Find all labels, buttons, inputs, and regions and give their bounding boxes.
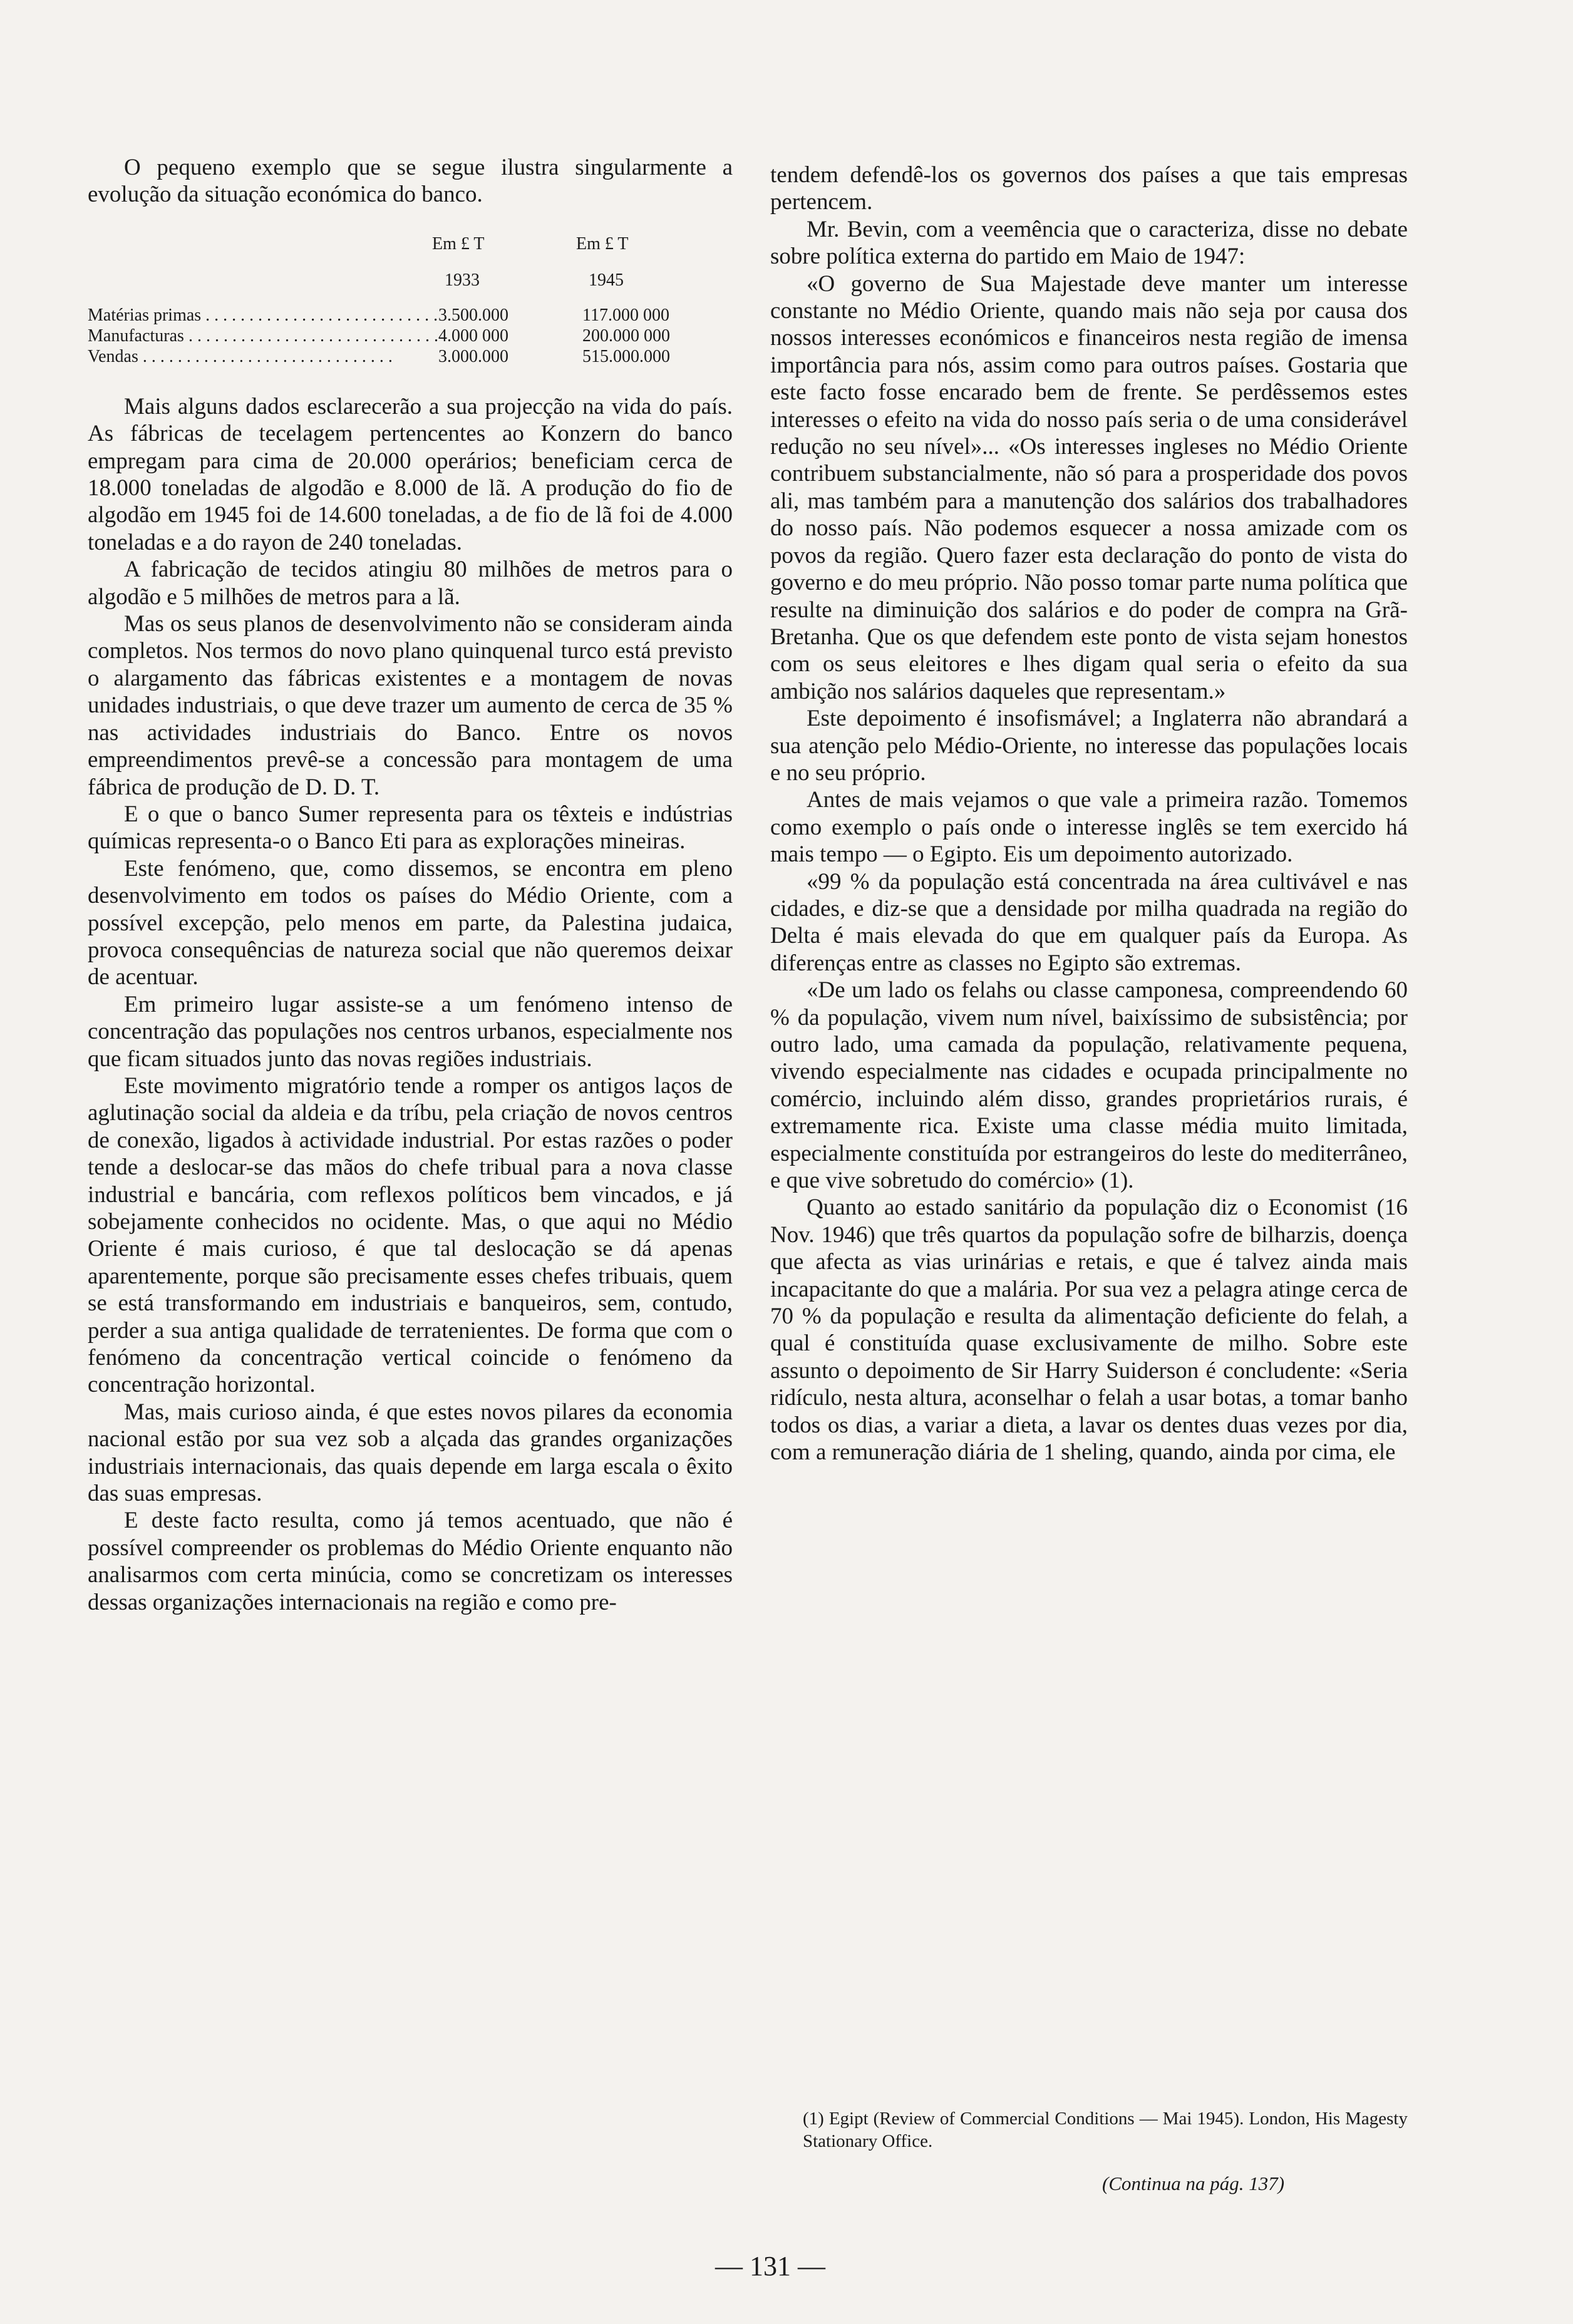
row-label: Vendas . . . <box>88 346 438 367</box>
left-column <box>88 154 733 1616</box>
body-paragraph: Mr. Bevin, com a veemência que o caracteriza, disse no debate sobre política externa do partido em Maio de 1947: <box>770 216 1408 270</box>
footnote: (1) Egipt (Review of Commercial Conditions — Mai 1945). London, His Magesty Stationary Office. <box>803 2109 1408 2151</box>
row-label: Manufacturas . . . <box>88 326 438 346</box>
body-paragraph: Este fenómeno, que, como dissemos, se encontra em pleno desenvolvimento em todos os países do Médio Oriente, com a possível excepção, pelo menos em parte, da Palestina judaica, provoca consequências de natureza social que não queremos deixar de acentuar. <box>88 855 733 990</box>
row-value-1933: 3.500.000 <box>438 305 508 325</box>
body-paragraph: Mas, mais curioso ainda, é que estes novos pilares da economia nacional estão por sua vez sob a alçada das grandes organizações industriais internacionais, das quais depende em larga escala o êxito das suas empresas. <box>88 1399 733 1507</box>
header-1945: Em £ T <box>576 234 629 254</box>
row-value-1933: 3.000.000 <box>438 346 508 366</box>
header-1933: Em £ T <box>432 234 485 254</box>
row-value-1933: 4.000 000 <box>438 326 508 346</box>
right-column <box>770 162 1408 1466</box>
year-1933: 1933 <box>445 270 480 290</box>
body-paragraph: Antes de mais vejamos o que vale a primeira razão. Tomemos como exemplo o país onde o interesse inglês se tem exercido há mais tempo — o Egipto. Eis um depoimento autorizado. <box>770 787 1408 868</box>
quote-paragraph: «De um lado os felahs ou classe camponesa, compreendendo 60 % da população, vivem num nível, baixíssimo de subsistência; por outro lado, uma camada da população, relativamente pequena, vivendo especialmente nas cidades e ocupada principalmente no comércio, incluindo além disso, grandes proprietários rurais, é extremamente rica. Existe uma classe média muito limitada, especialmente constituída por estrangeiros do leste do mediterrâneo, e que vive sobretudo do comércio» (1). <box>770 977 1408 1194</box>
table-row <box>88 346 733 367</box>
page-number: — 131 — <box>715 2251 825 2281</box>
body-paragraph: E o que o banco Sumer representa para os têxteis e indústrias químicas representa-o o Banco Eti para as explorações mineiras. <box>88 801 733 855</box>
table-years-row <box>88 270 733 291</box>
table-row <box>88 326 733 346</box>
body-paragraph: Quanto ao estado sanitário da população diz o Economist (16 Nov. 1946) que três quartos da população sofre de bilharzis, doença que afecta as vias urinárias e retais, e que é talvez ainda mais incapacitante do que a malária. Por sua vez a pelagra atinge cerca de 70 % da população e resulta da alimentação deficiente do felah, a qual é constituída quase exclusivamente de milho. Sobre este assunto o depoimento de Sir Harry Suiderson é concludente: «Seria ridículo, nesta altura, aconselhar o felah a usar botas, a tomar banho todos os dias, a variar a dieta, a lavar os dentes duas vezes por dia, com a remuneração diária de 1 sheling, quando, ainda por cima, ele <box>770 1195 1408 1466</box>
row-value-1945: 117.000 000 <box>582 305 669 325</box>
intro-paragraph: O pequeno exemplo que se segue ilustra singularmente a evolução da situação económica do banco. <box>88 155 733 208</box>
year-1945: 1945 <box>589 270 624 290</box>
quote-paragraph: «99 % da população está concentrada na área cultivável e nas cidades, e diz-se que a densidade por milha quadrada na região do Delta é mais elevada do que em qualquer país da Europa. As diferenças entre as classes no Egipto são extremas. <box>770 868 1408 976</box>
body-paragraph: Este depoimento é insofismável; a Inglaterra não abrandará a sua atenção pelo Médio-Oriente, no interesse das populações locais e no seu próprio. <box>770 706 1408 786</box>
row-value-1945: 200.000 000 <box>582 326 670 346</box>
row-value-1945: 515.000.000 <box>582 346 670 366</box>
continuation-note: (Continua na pág. 137) <box>1102 2172 1285 2194</box>
table-header-row <box>88 234 733 255</box>
body-paragraph: A fabricação de tecidos atingiu 80 milhões de metros para o algodão e 5 milhões de metros para a lã. <box>88 557 733 610</box>
body-paragraph: Em primeiro lugar assiste-se a um fenómeno intenso de concentração das populações nos centros urbanos, especialmente nos que ficam situados junto das novas regiões industriais. <box>88 991 733 1072</box>
body-paragraph: Mas os seus planos de desenvolvimento não se consideram ainda completos. Nos termos do novo plano quinquenal turco está previsto o alargamento das fábricas existentes e a montagem de novas unidades industriais, o que deve trazer um aumento de cerca de 35 % nas actividades industriais do Banco. Entre os novos empreendimentos prevê-se a concessão para montagem de uma fábrica de produção de D. D. T. <box>88 611 733 800</box>
body-paragraph: tendem defendê-los os governos dos países a que tais empresas pertencem. <box>770 162 1408 215</box>
quote-paragraph: «O governo de Sua Majestade deve manter um interesse constante no Médio Oriente, quando mais não seja por causa dos nossos interesses económicos e financeiros nesta região de imensa importância para nós, assim como para outros países. Gostaria que este facto fosse encarado bem de frente. Se perdêssemos estes interesses o efeito na vida do nosso país seria o de uma considerável redução no seu nível»... «Os interesses ingleses no Médio Oriente contribuem substancialmente, não só para a prosperidade dos povos ali, mas também para a manutenção dos salários dos trabalhadores do nosso país. Não podemos esquecer a nossa amizade com os povos da região. Quero fazer esta declaração do ponto de vista do governo e do meu próprio. Não posso tomar parte numa política que resulte na diminuição dos salários e do poder de compra na Grã-Bretanha. Que os que defendem este ponto de vista sejam honestos com os seus eleitores e lhes digam qual seria o efeito da sua ambição nos salários daqueles que representam.» <box>770 270 1408 704</box>
production-table <box>88 234 733 367</box>
body-paragraph: Mais alguns dados esclarecerão a sua projecção na vida do país. As fábricas de tecelagem pertencentes ao Konzern do banco empregam para cima de 20.000 operários; beneficiam cerca de 18.000 toneladas de algodão e 8.000 de lã. A produção do fio de algodão em 1945 foi de 14.600 toneladas, a de fio de lã foi de 4.000 toneladas e a do rayon de 240 toneladas. <box>88 393 733 555</box>
table-row <box>88 305 733 326</box>
body-paragraph: E deste facto resulta, como já temos acentuado, que não é possível compreender os problemas do Médio Oriente enquanto não analisarmos com certa minúcia, como se concretizam os interesses dessas organizações internacionais na região e como pre- <box>88 1508 733 1615</box>
row-label: Matérias primas . . . <box>88 305 438 326</box>
body-paragraph: Este movimento migratório tende a romper os antigos laços de aglutinação social da aldeia e da tríbu, pela criação de novos centros de conexão, ligados à actividade industrial. Por estas razões o poder tende a deslocar-se das mãos do chefe tribual para a nova classe industrial e bancária, com reflexos políticos bem vincados, e já sobejamente conhecidos no ocidente. Mas, o que aqui no Médio Oriente é mais curioso, é que tal deslocação se dá apenas aparentemente, porque são precisamente esses chefes tribuais, quem se está transformando em industriais e banqueiros, sem, contudo, perder a sua antiga qualidade de terratenientes. De forma que com o fenómeno da concentração vertical coincide o fenómeno da concentração horizontal. <box>88 1072 733 1398</box>
